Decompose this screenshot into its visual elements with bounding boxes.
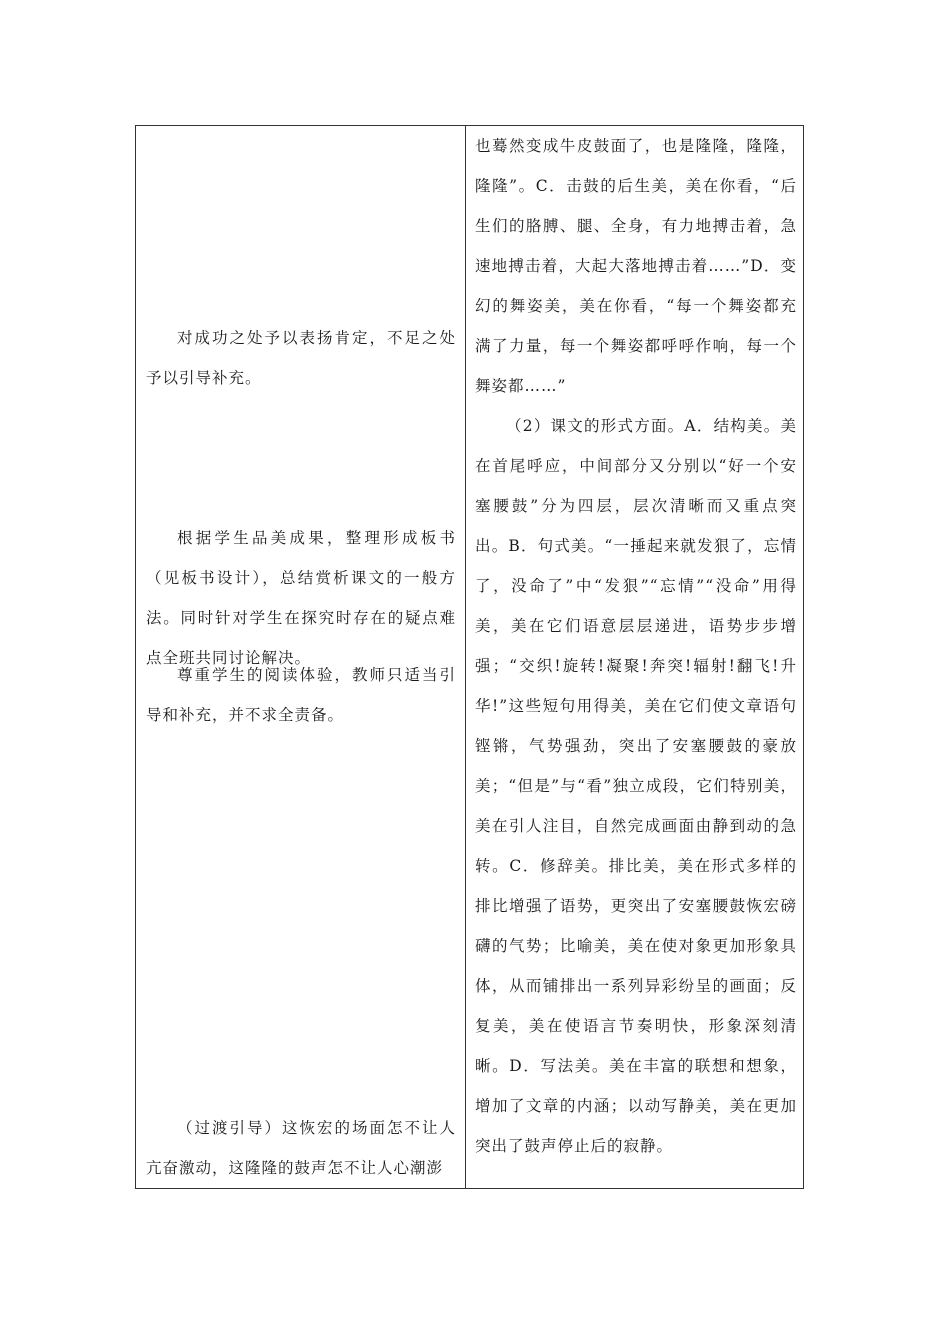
left-paragraph-2: 根据学生品美成果，整理形成板书（见板书设计），总结赏析课文的一般方法。同时针对学生在探究时存在的疑点难点全班共同讨论解决。 xyxy=(146,529,456,667)
lesson-table xyxy=(135,125,804,1189)
right-paragraph-1: 也蓦然变成牛皮鼓面了，也是隆隆，隆隆，隆隆”。C．击鼓的后生美，美在你看，“后生们的胳膊、腿、全身，有力地搏击着，急速地搏击着，大起大落地搏击着……”D．变幻的舞姿美，美在你看，“每一个舞姿都充满了力量，每一个舞姿都呼呼作响，每一个舞姿都……” xyxy=(475,137,797,395)
left-paragraph-1: 对成功之处予以表扬肯定，不足之处予以引导补充。 xyxy=(146,329,456,387)
column-divider xyxy=(465,126,466,1188)
lesson-content-column xyxy=(475,126,797,1166)
left-paragraph-3: 尊重学生的阅读体验，教师只适当引导和补充，并不求全责备。 xyxy=(146,666,456,724)
right-paragraph-2: （2）课文的形式方面。A．结构美。美在首尾呼应，中间部分又分别以“好一个安塞腰鼓”分为四层，层次清晰而又重点突出。B．句式美。“一捶起来就发狠了，忘情了，没命了”中“发狠”“忘情”“没命”用得美，美在它们语意层层递进，语势步步增强；“交织!旋转!凝聚!奔突!辐射!翻飞!升华!”这些短句用得美，美在它们使文章语句铿锵，气势强劲，突出了安塞腰鼓的豪放美；“但是”与“看”独立成段，它们特别美，美在引人注目，自然完成画面由静到动的急转。C．修辞美。排比美，美在形式多样的排比增强了语势，更突出了安塞腰鼓恢宏磅礴的气势；比喻美，美在使对象更加形象具体，从而铺排出一系列异彩纷呈的画面；反复美，美在使语言节奏明快，形象深刻清晰。D．写法美。美在丰富的联想和想象，增加了文章的内涵；以动写静美，美在更加突出了鼓声停止后的寂静。 xyxy=(475,417,797,1155)
left-paragraph-4: （过渡引导）这恢宏的场面怎不让人亢奋激动，这隆隆的鼓声怎不让人心潮澎 xyxy=(146,1119,456,1177)
